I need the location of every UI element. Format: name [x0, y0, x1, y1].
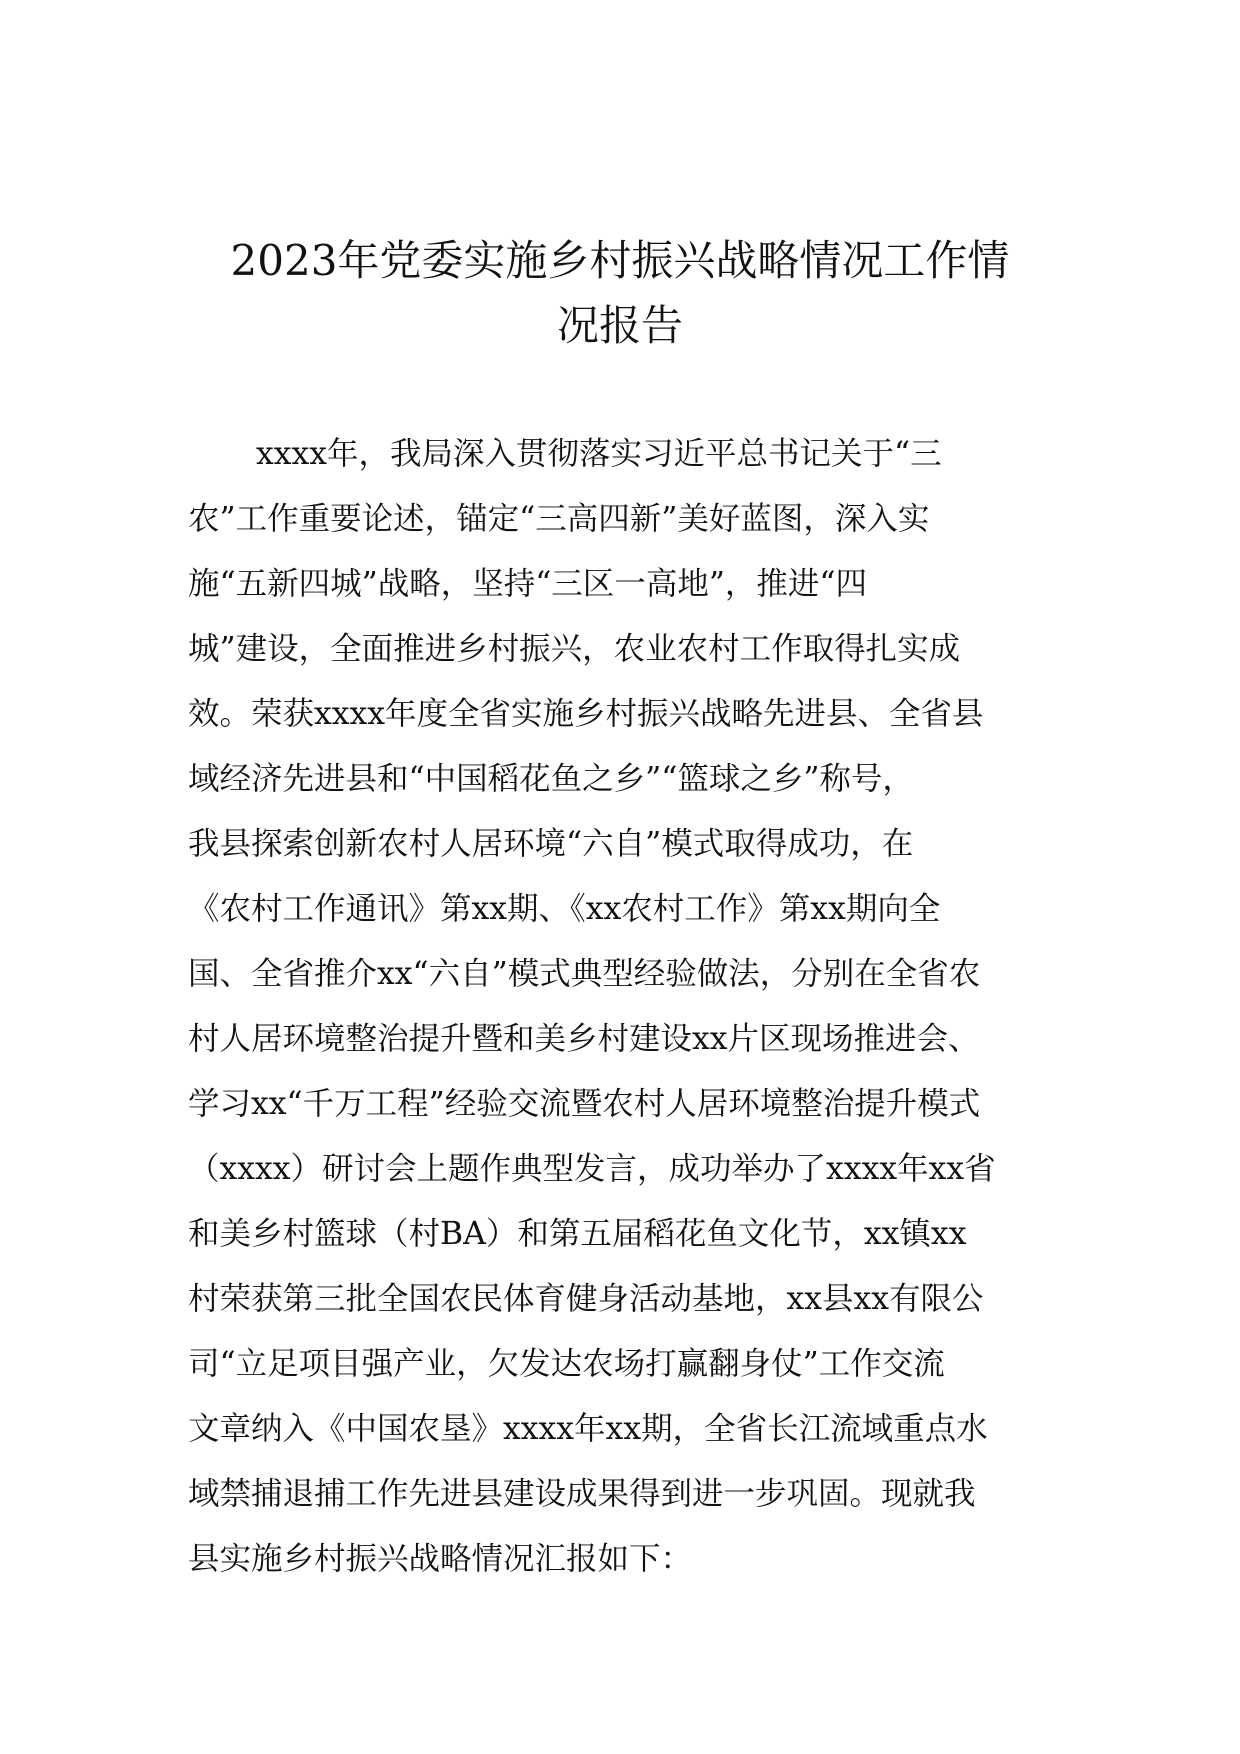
body-line-13: 和美乡村篮球（村BA）和第五届稻花鱼文化节，xx镇xx [188, 1216, 967, 1252]
body-line-11: 学习xx“千万工程”经验交流暨农村人居环境整治提升模式 [188, 1086, 981, 1122]
body-line-10: 村人居环境整治提升暨和美乡村建设xx片区现场推进会、 [188, 1021, 980, 1057]
body-line-12: （xxxx）研讨会上题作典型发言，成功举办了xxxx年xx省 [188, 1151, 996, 1187]
body-line-2: 农”工作重要论述，锚定“三高四新”美好蓝图，深入实 [188, 501, 930, 537]
body-line-15: 司“立足项目强产业，欠发达农场打赢翻身仗”工作交流 [188, 1346, 945, 1382]
body-paragraph [188, 422, 1060, 1592]
body-line-4: 城”建设，全面推进乡村振兴，农业农村工作取得扎实成 [188, 631, 961, 667]
body-line-16: 文章纳入《中国农垦》xxxx年xx期，全省长江流域重点水 [188, 1411, 988, 1447]
document-title [190, 228, 1050, 358]
body-line-8: 《农村工作通讯》第xx期、《xx农村工作》第xx期向全 [188, 891, 941, 927]
body-line-7: 我县探索创新农村人居环境“六自”模式取得成功，在 [188, 826, 914, 862]
body-line-17: 域禁捕退捕工作先进县建设成果得到进一步巩固。现就我 [188, 1476, 976, 1512]
body-line-18: 县实施乡村振兴战略情况汇报如下： [188, 1541, 693, 1577]
body-line-9: 国、全省推介xx“六自”模式典型经验做法，分别在全省农 [188, 956, 981, 992]
body-line-6: 域经济先进县和“中国稻花鱼之乡”“篮球之乡”称号， [188, 761, 914, 797]
title-line-2: 况报告 [556, 301, 683, 350]
body-line-14: 村荣获第三批全国农民体育健身活动基地，xx县xx有限公 [188, 1281, 984, 1317]
body-line-1: xxxx年，我局深入贯彻落实习近平总书记关于“三 [256, 436, 942, 472]
title-line-1: 2023年党委实施乡村振兴战略情况工作情 [230, 236, 1010, 285]
body-line-3: 施“五新四城”战略，坚持“三区一高地”，推进“四 [188, 566, 868, 602]
body-line-5: 效。荣获xxxx年度全省实施乡村振兴战略先进县、全省县 [188, 696, 984, 732]
